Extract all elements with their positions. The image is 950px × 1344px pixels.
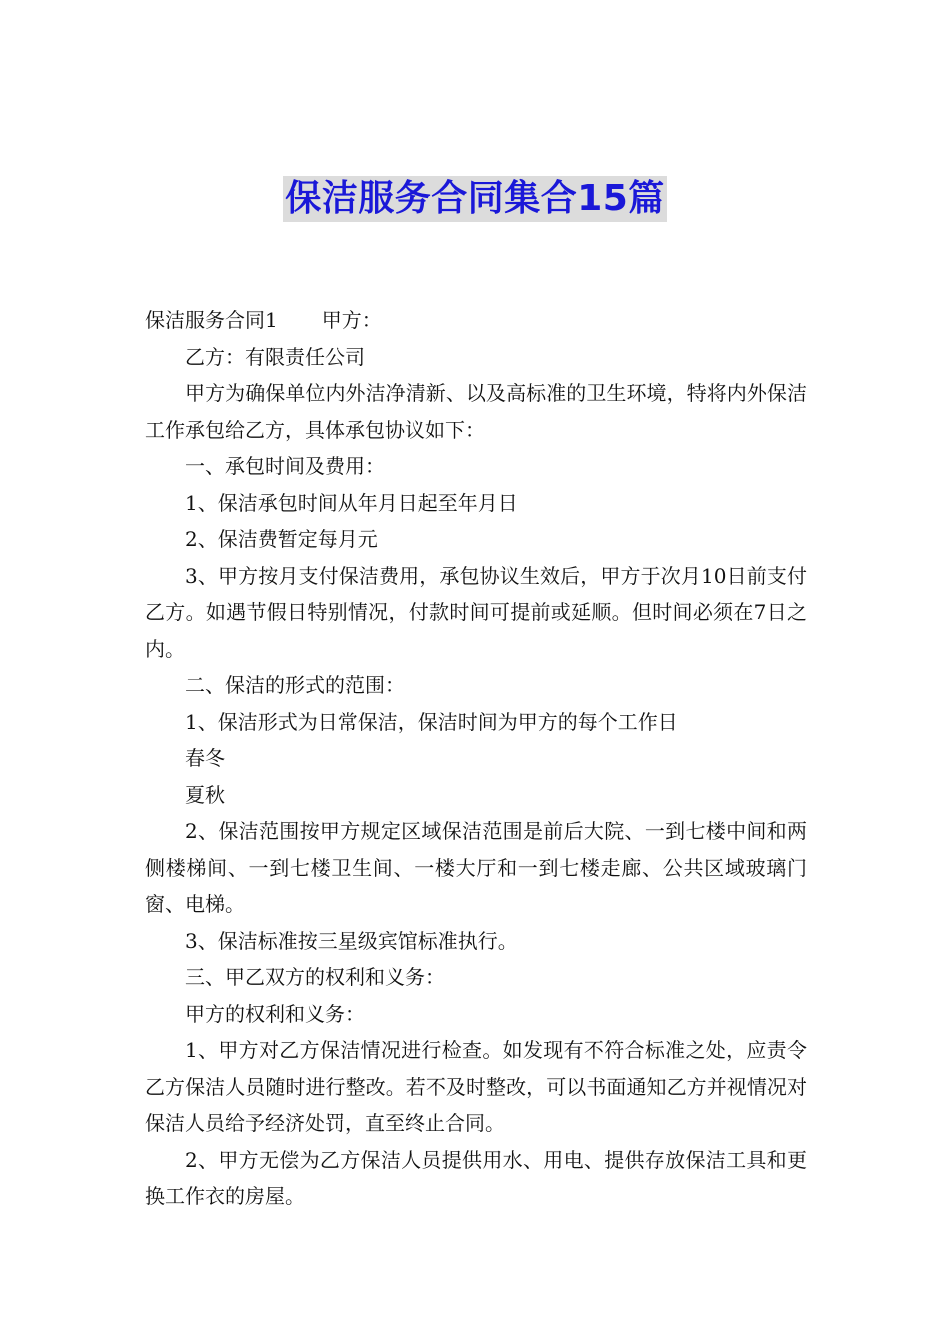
section-heading-3: 三、甲乙双方的权利和义务： xyxy=(185,965,445,989)
paragraph-item: 1、甲方对乙方保洁情况进行检查。如发现有不符合标准之处，应责令乙方保洁人员随时进行整改。若不及时整改，可以书面通知乙方并视情况对保洁人员给予经济处罚，直至终止合同。 xyxy=(145,1038,807,1135)
section-heading-2: 二、保洁的形式的范围： xyxy=(185,673,405,697)
paragraph-item: 3、甲方按月支付保洁费用，承包协议生效后，甲方于次月10日前支付乙方。如遇节假日特别情况，付款时间可提前或延顺。但时间必须在7日之内。 xyxy=(145,563,807,661)
paragraph-item: 3、保洁标准按三星级宾馆标准执行。 xyxy=(185,928,518,953)
title-area xyxy=(0,176,950,222)
paragraph-item: 2、甲方无偿为乙方保洁人员提供用水、用电、提供存放保洁工具和更换工作衣的房屋。 xyxy=(145,1147,807,1208)
paragraph-intro: 甲方为确保单位内外洁净清新、以及高标准的卫生环境，特将内外保洁工作承包给乙方，具体承包协议如下： xyxy=(145,381,807,442)
document-title: 保洁服务合同集合15篇 xyxy=(283,176,667,222)
subheading-party-a: 甲方的权利和义务： xyxy=(185,1001,365,1026)
contract-label: 保洁服务合同1 xyxy=(145,308,278,332)
paragraph-party-b: 乙方：有限责任公司 xyxy=(185,344,365,369)
contract-heading-line xyxy=(145,302,807,339)
paragraph-item: 1、保洁形式为日常保洁，保洁时间为甲方的每个工作日 xyxy=(185,709,678,734)
paragraph-item: 2、保洁范围按甲方规定区域保洁范围是前后大院、一到七楼中间和两侧楼梯间、一到七楼卫生间、一楼大厅和一到七楼走廊、公共区域玻璃门窗、电梯。 xyxy=(145,819,807,916)
document-body xyxy=(145,302,807,1215)
party-a-label: 甲方： xyxy=(321,308,382,332)
paragraph-item: 1、保洁承包时间从年月日起至年月日 xyxy=(185,490,518,515)
paragraph-season: 春冬 xyxy=(185,746,225,770)
section-heading-1: 一、承包时间及费用： xyxy=(185,454,385,478)
paragraph-item: 2、保洁费暂定每月元 xyxy=(185,527,378,551)
paragraph-season: 夏秋 xyxy=(185,782,225,807)
